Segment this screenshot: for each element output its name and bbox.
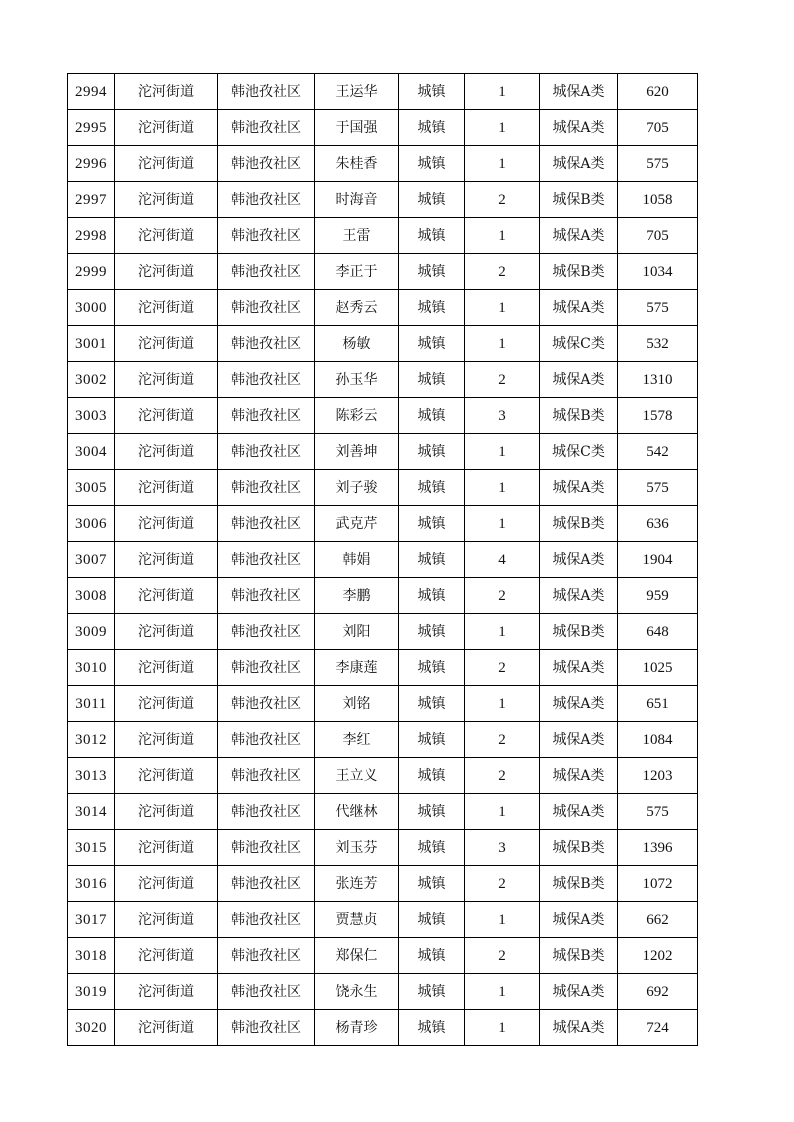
community-cell: 韩池孜社区 [218, 542, 315, 578]
amount-cell: 1034 [618, 254, 698, 290]
community-cell: 韩池孜社区 [218, 614, 315, 650]
household-type-cell: 城镇 [399, 470, 465, 506]
seq-cell: 3015 [68, 830, 115, 866]
table-row [68, 182, 698, 218]
seq-cell: 3001 [68, 326, 115, 362]
persons-cell: 2 [465, 758, 540, 794]
persons-cell: 1 [465, 146, 540, 182]
street-cell: 沱河街道 [115, 470, 218, 506]
persons-cell: 2 [465, 866, 540, 902]
seq-cell: 3010 [68, 650, 115, 686]
household-type-cell: 城镇 [399, 398, 465, 434]
persons-cell: 3 [465, 830, 540, 866]
category-cell: 城保A类 [540, 542, 618, 578]
name-cell: 刘铭 [315, 686, 399, 722]
community-cell: 韩池孜社区 [218, 326, 315, 362]
community-cell: 韩池孜社区 [218, 434, 315, 470]
seq-cell: 3009 [68, 614, 115, 650]
name-cell: 李康莲 [315, 650, 399, 686]
amount-cell: 1084 [618, 722, 698, 758]
persons-cell: 2 [465, 578, 540, 614]
household-type-cell: 城镇 [399, 218, 465, 254]
household-type-cell: 城镇 [399, 254, 465, 290]
amount-cell: 1904 [618, 542, 698, 578]
community-cell: 韩池孜社区 [218, 794, 315, 830]
household-type-cell: 城镇 [399, 722, 465, 758]
community-cell: 韩池孜社区 [218, 722, 315, 758]
community-cell: 韩池孜社区 [218, 470, 315, 506]
amount-cell: 724 [618, 1010, 698, 1046]
category-cell: 城保A类 [540, 146, 618, 182]
amount-cell: 1203 [618, 758, 698, 794]
amount-cell: 1578 [618, 398, 698, 434]
persons-cell: 1 [465, 74, 540, 110]
table-row [68, 542, 698, 578]
persons-cell: 2 [465, 650, 540, 686]
street-cell: 沱河街道 [115, 866, 218, 902]
table-row [68, 218, 698, 254]
household-type-cell: 城镇 [399, 74, 465, 110]
table-row [68, 974, 698, 1010]
seq-cell: 2999 [68, 254, 115, 290]
household-type-cell: 城镇 [399, 974, 465, 1010]
seq-cell: 3005 [68, 470, 115, 506]
name-cell: 刘阳 [315, 614, 399, 650]
name-cell: 王运华 [315, 74, 399, 110]
persons-cell: 1 [465, 218, 540, 254]
category-cell: 城保B类 [540, 254, 618, 290]
name-cell: 武克芹 [315, 506, 399, 542]
table-row [68, 866, 698, 902]
persons-cell: 3 [465, 398, 540, 434]
persons-cell: 1 [465, 506, 540, 542]
table-row [68, 686, 698, 722]
amount-cell: 1072 [618, 866, 698, 902]
category-cell: 城保A类 [540, 110, 618, 146]
name-cell: 韩娟 [315, 542, 399, 578]
amount-cell: 692 [618, 974, 698, 1010]
persons-cell: 1 [465, 434, 540, 470]
street-cell: 沱河街道 [115, 578, 218, 614]
household-type-cell: 城镇 [399, 614, 465, 650]
table-row [68, 506, 698, 542]
table-row [68, 110, 698, 146]
street-cell: 沱河街道 [115, 110, 218, 146]
street-cell: 沱河街道 [115, 398, 218, 434]
household-type-cell: 城镇 [399, 326, 465, 362]
category-cell: 城保A类 [540, 1010, 618, 1046]
category-cell: 城保A类 [540, 902, 618, 938]
street-cell: 沱河街道 [115, 182, 218, 218]
name-cell: 刘玉芬 [315, 830, 399, 866]
persons-cell: 1 [465, 110, 540, 146]
seq-cell: 3007 [68, 542, 115, 578]
table-row [68, 758, 698, 794]
name-cell: 李红 [315, 722, 399, 758]
street-cell: 沱河街道 [115, 146, 218, 182]
table-row [68, 434, 698, 470]
name-cell: 李正于 [315, 254, 399, 290]
community-cell: 韩池孜社区 [218, 578, 315, 614]
persons-cell: 1 [465, 794, 540, 830]
persons-cell: 1 [465, 974, 540, 1010]
household-type-cell: 城镇 [399, 686, 465, 722]
amount-cell: 620 [618, 74, 698, 110]
table-row [68, 146, 698, 182]
persons-cell: 1 [465, 326, 540, 362]
name-cell: 时海音 [315, 182, 399, 218]
community-cell: 韩池孜社区 [218, 758, 315, 794]
community-cell: 韩池孜社区 [218, 1010, 315, 1046]
roster-table [67, 73, 698, 1046]
table-row [68, 722, 698, 758]
amount-cell: 575 [618, 146, 698, 182]
category-cell: 城保A类 [540, 794, 618, 830]
name-cell: 朱桂香 [315, 146, 399, 182]
seq-cell: 3013 [68, 758, 115, 794]
seq-cell: 3012 [68, 722, 115, 758]
category-cell: 城保A类 [540, 650, 618, 686]
household-type-cell: 城镇 [399, 542, 465, 578]
seq-cell: 2998 [68, 218, 115, 254]
household-type-cell: 城镇 [399, 866, 465, 902]
category-cell: 城保C类 [540, 434, 618, 470]
category-cell: 城保B类 [540, 614, 618, 650]
table-row [68, 362, 698, 398]
name-cell: 杨青珍 [315, 1010, 399, 1046]
category-cell: 城保A类 [540, 686, 618, 722]
community-cell: 韩池孜社区 [218, 938, 315, 974]
amount-cell: 648 [618, 614, 698, 650]
name-cell: 刘善坤 [315, 434, 399, 470]
community-cell: 韩池孜社区 [218, 218, 315, 254]
community-cell: 韩池孜社区 [218, 902, 315, 938]
street-cell: 沱河街道 [115, 830, 218, 866]
seq-cell: 3002 [68, 362, 115, 398]
seq-cell: 3016 [68, 866, 115, 902]
street-cell: 沱河街道 [115, 794, 218, 830]
household-type-cell: 城镇 [399, 578, 465, 614]
amount-cell: 662 [618, 902, 698, 938]
category-cell: 城保B类 [540, 398, 618, 434]
name-cell: 刘子骏 [315, 470, 399, 506]
street-cell: 沱河街道 [115, 722, 218, 758]
household-type-cell: 城镇 [399, 434, 465, 470]
category-cell: 城保B类 [540, 866, 618, 902]
street-cell: 沱河街道 [115, 902, 218, 938]
name-cell: 陈彩云 [315, 398, 399, 434]
household-type-cell: 城镇 [399, 902, 465, 938]
seq-cell: 2995 [68, 110, 115, 146]
seq-cell: 3008 [68, 578, 115, 614]
name-cell: 饶永生 [315, 974, 399, 1010]
seq-cell: 2997 [68, 182, 115, 218]
household-type-cell: 城镇 [399, 506, 465, 542]
category-cell: 城保A类 [540, 218, 618, 254]
amount-cell: 959 [618, 578, 698, 614]
seq-cell: 3004 [68, 434, 115, 470]
street-cell: 沱河街道 [115, 614, 218, 650]
category-cell: 城保A类 [540, 290, 618, 326]
category-cell: 城保B类 [540, 830, 618, 866]
household-type-cell: 城镇 [399, 650, 465, 686]
table-row [68, 254, 698, 290]
community-cell: 韩池孜社区 [218, 362, 315, 398]
street-cell: 沱河街道 [115, 758, 218, 794]
table-row [68, 470, 698, 506]
name-cell: 于国强 [315, 110, 399, 146]
persons-cell: 2 [465, 254, 540, 290]
amount-cell: 575 [618, 470, 698, 506]
category-cell: 城保A类 [540, 578, 618, 614]
amount-cell: 1058 [618, 182, 698, 218]
table-row [68, 74, 698, 110]
seq-cell: 3017 [68, 902, 115, 938]
category-cell: 城保A类 [540, 758, 618, 794]
name-cell: 孙玉华 [315, 362, 399, 398]
category-cell: 城保C类 [540, 326, 618, 362]
community-cell: 韩池孜社区 [218, 398, 315, 434]
persons-cell: 2 [465, 362, 540, 398]
household-type-cell: 城镇 [399, 830, 465, 866]
street-cell: 沱河街道 [115, 74, 218, 110]
community-cell: 韩池孜社区 [218, 974, 315, 1010]
seq-cell: 3011 [68, 686, 115, 722]
category-cell: 城保B类 [540, 506, 618, 542]
name-cell: 贾慧贞 [315, 902, 399, 938]
seq-cell: 3019 [68, 974, 115, 1010]
street-cell: 沱河街道 [115, 506, 218, 542]
category-cell: 城保A类 [540, 470, 618, 506]
table-row [68, 830, 698, 866]
persons-cell: 1 [465, 686, 540, 722]
community-cell: 韩池孜社区 [218, 74, 315, 110]
amount-cell: 532 [618, 326, 698, 362]
amount-cell: 575 [618, 290, 698, 326]
street-cell: 沱河街道 [115, 974, 218, 1010]
seq-cell: 3014 [68, 794, 115, 830]
persons-cell: 1 [465, 470, 540, 506]
community-cell: 韩池孜社区 [218, 866, 315, 902]
household-type-cell: 城镇 [399, 182, 465, 218]
amount-cell: 705 [618, 110, 698, 146]
category-cell: 城保B类 [540, 182, 618, 218]
name-cell: 杨敏 [315, 326, 399, 362]
street-cell: 沱河街道 [115, 686, 218, 722]
amount-cell: 1202 [618, 938, 698, 974]
table-row [68, 290, 698, 326]
table-row [68, 938, 698, 974]
community-cell: 韩池孜社区 [218, 686, 315, 722]
community-cell: 韩池孜社区 [218, 182, 315, 218]
persons-cell: 1 [465, 1010, 540, 1046]
category-cell: 城保A类 [540, 362, 618, 398]
seq-cell: 3003 [68, 398, 115, 434]
name-cell: 张连芳 [315, 866, 399, 902]
street-cell: 沱河街道 [115, 326, 218, 362]
name-cell: 李鹏 [315, 578, 399, 614]
street-cell: 沱河街道 [115, 1010, 218, 1046]
roster-body [68, 74, 698, 1046]
table-row [68, 398, 698, 434]
seq-cell: 3018 [68, 938, 115, 974]
household-type-cell: 城镇 [399, 794, 465, 830]
seq-cell: 3020 [68, 1010, 115, 1046]
persons-cell: 2 [465, 938, 540, 974]
persons-cell: 2 [465, 722, 540, 758]
name-cell: 郑保仁 [315, 938, 399, 974]
amount-cell: 575 [618, 794, 698, 830]
table-row [68, 902, 698, 938]
table-row [68, 578, 698, 614]
street-cell: 沱河街道 [115, 218, 218, 254]
street-cell: 沱河街道 [115, 542, 218, 578]
category-cell: 城保A类 [540, 74, 618, 110]
household-type-cell: 城镇 [399, 362, 465, 398]
street-cell: 沱河街道 [115, 254, 218, 290]
street-cell: 沱河街道 [115, 434, 218, 470]
category-cell: 城保A类 [540, 722, 618, 758]
street-cell: 沱河街道 [115, 290, 218, 326]
name-cell: 代继林 [315, 794, 399, 830]
table-row [68, 794, 698, 830]
amount-cell: 1025 [618, 650, 698, 686]
community-cell: 韩池孜社区 [218, 506, 315, 542]
community-cell: 韩池孜社区 [218, 110, 315, 146]
amount-cell: 705 [618, 218, 698, 254]
seq-cell: 3000 [68, 290, 115, 326]
household-type-cell: 城镇 [399, 1010, 465, 1046]
amount-cell: 651 [618, 686, 698, 722]
persons-cell: 2 [465, 182, 540, 218]
name-cell: 赵秀云 [315, 290, 399, 326]
category-cell: 城保B类 [540, 938, 618, 974]
name-cell: 王雷 [315, 218, 399, 254]
household-type-cell: 城镇 [399, 938, 465, 974]
category-cell: 城保A类 [540, 974, 618, 1010]
amount-cell: 1396 [618, 830, 698, 866]
table-row [68, 1010, 698, 1046]
community-cell: 韩池孜社区 [218, 830, 315, 866]
table-row [68, 650, 698, 686]
street-cell: 沱河街道 [115, 650, 218, 686]
amount-cell: 636 [618, 506, 698, 542]
community-cell: 韩池孜社区 [218, 146, 315, 182]
persons-cell: 1 [465, 614, 540, 650]
seq-cell: 3006 [68, 506, 115, 542]
street-cell: 沱河街道 [115, 938, 218, 974]
amount-cell: 1310 [618, 362, 698, 398]
household-type-cell: 城镇 [399, 758, 465, 794]
community-cell: 韩池孜社区 [218, 254, 315, 290]
seq-cell: 2994 [68, 74, 115, 110]
community-cell: 韩池孜社区 [218, 650, 315, 686]
table-row [68, 326, 698, 362]
seq-cell: 2996 [68, 146, 115, 182]
persons-cell: 4 [465, 542, 540, 578]
household-type-cell: 城镇 [399, 110, 465, 146]
street-cell: 沱河街道 [115, 362, 218, 398]
persons-cell: 1 [465, 902, 540, 938]
table-row [68, 614, 698, 650]
community-cell: 韩池孜社区 [218, 290, 315, 326]
persons-cell: 1 [465, 290, 540, 326]
name-cell: 王立义 [315, 758, 399, 794]
amount-cell: 542 [618, 434, 698, 470]
household-type-cell: 城镇 [399, 290, 465, 326]
household-type-cell: 城镇 [399, 146, 465, 182]
